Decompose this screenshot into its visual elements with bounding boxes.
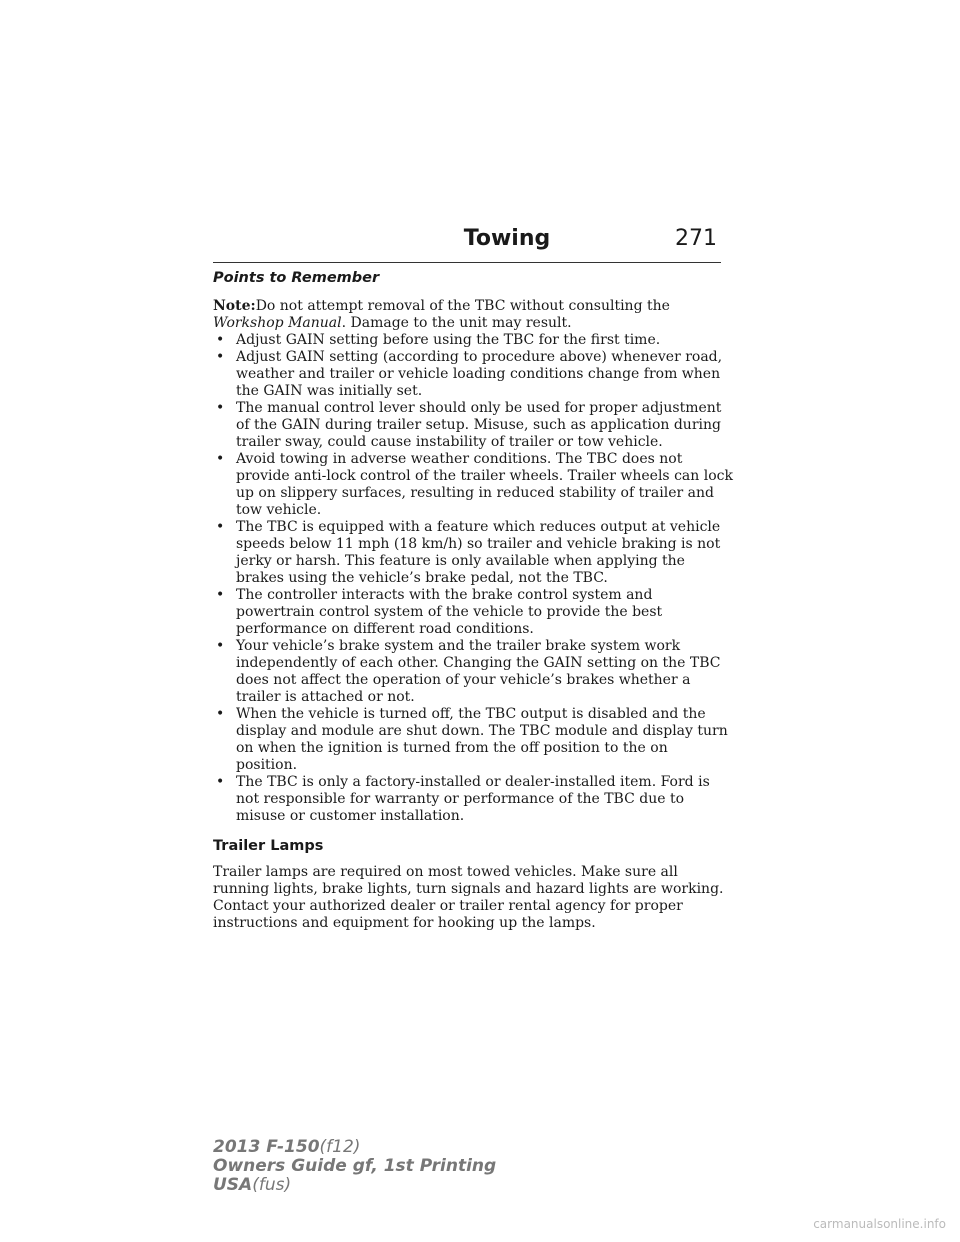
footer-model: 2013 F-150 [213,1137,320,1157]
page-content [213,270,733,932]
list-item: • The TBC is equipped with a feature which reduces output at vehicle speeds below 11 mph (18 km/h) so trailer and vehicle braking is not jerky or harsh. This feature is only available when applying the brakes using the vehicle’s brake pedal, not the TBC. [213,519,733,587]
list-item: • Adjust GAIN setting (according to procedure above) whenever road, weather and trailer or vehicle loading conditions change from when the GAIN was initially set. [213,349,733,400]
watermark: carmanualsonline.info [813,1217,946,1231]
list-item: • The TBC is only a factory-installed or dealer-installed item. Ford is not responsible for warranty or performance of the TBC due to misuse or customer installation. [213,774,733,825]
points-list [213,332,733,825]
list-item: • When the vehicle is turned off, the TBC output is disabled and the display and module are shut down. The TBC module and display turn on when the ignition is turned from the off position to the on position. [213,706,733,774]
trailer-lamps-paragraph: Trailer lamps are required on most towed vehicles. Make sure all running lights, brake lights, turn signals and hazard lights are working. Contact your authorized dealer or trailer rental agency for proper instructions and equipment for hooking up the lamps. [213,864,724,931]
note-text-2: . Damage to the unit may result. [341,315,572,331]
footer-model-code: (f12) [319,1137,361,1157]
points-heading: Points to Remember [213,270,380,286]
note-label: Note: [213,298,256,314]
footer-line-3 [213,1176,496,1195]
footer-market-code: (fus) [252,1175,292,1195]
footer-line-2: Owners Guide gf, 1st Printing [213,1156,497,1176]
list-item: • The controller interacts with the brake control system and powertrain control system of the vehicle to provide the best performance on different road conditions. [213,587,733,638]
footer-market: USA [213,1175,253,1195]
section-title: Towing [463,226,551,251]
print-footer [213,1138,496,1195]
list-item: • The manual control lever should only be used for proper adjustment of the GAIN during trailer setup. Misuse, such as application during trailer sway, could cause instability of trailer or tow vehicle. [213,400,733,451]
page-header [213,226,721,263]
note-paragraph [213,298,733,332]
list-item: • Adjust GAIN setting before using the TBC for the first time. [213,332,733,349]
trailer-lamps-heading: Trailer Lamps [213,838,324,854]
note-emphasis: Workshop Manual [213,315,342,331]
note-text-1: Do not attempt removal of the TBC without consulting the [255,298,670,314]
list-item: • Avoid towing in adverse weather conditions. The TBC does not provide anti-lock control of the trailer wheels. Trailer wheels can lock up on slippery surfaces, resulting in reduced stability of trailer and tow vehicle. [213,451,733,519]
footer-line-1 [213,1138,496,1157]
page-number: 271 [675,226,717,251]
list-item: • Your vehicle’s brake system and the trailer brake system work independently of each other. Changing the GAIN setting on the TBC does not affect the operation of your vehicle’s brakes whether a trailer is attached or not. [213,638,733,706]
